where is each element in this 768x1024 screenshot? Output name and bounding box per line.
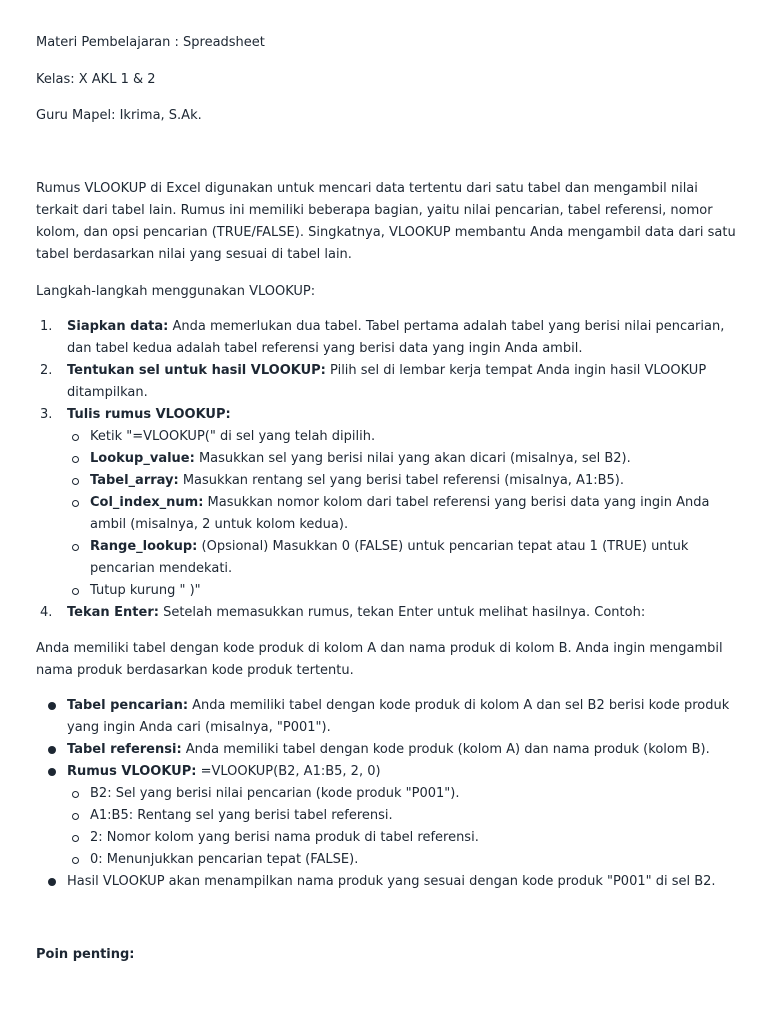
step-bold: Siapkan data: xyxy=(67,319,169,334)
steps-list xyxy=(36,316,736,624)
sub-bold: Tabel_array: xyxy=(90,473,179,488)
bullet-text: Anda memiliki tabel dengan kode produk (kolom A) dan nama produk (kolom B). xyxy=(181,742,710,757)
bullet-bold: Tabel referensi: xyxy=(67,742,182,757)
step-item xyxy=(36,360,736,404)
step-text: Setelah memasukkan rumus, tekan Enter untuk melihat hasilnya. Contoh: xyxy=(158,605,646,620)
sub-text: Masukkan nomor kolom dari tabel referensi yang berisi data yang ingin Anda ambil (misalnya, 2 untuk kolom kedua). xyxy=(90,495,710,532)
sub-text: A1:B5: Rentang sel yang berisi tabel referensi. xyxy=(90,808,393,823)
circle-bullet-icon xyxy=(72,478,79,485)
example-bullet-list xyxy=(36,695,736,893)
sublist-item xyxy=(36,827,736,849)
bullet-item xyxy=(36,871,736,893)
circle-bullet-icon xyxy=(72,857,79,864)
circle-bullet-icon xyxy=(72,813,79,820)
sub-bold: Col_index_num: xyxy=(90,495,204,510)
sub-text: B2: Sel yang berisi nilai pencarian (kode produk "P001"). xyxy=(90,786,460,801)
bullet-bold: Rumus VLOOKUP: xyxy=(67,764,197,779)
step-number: 2. xyxy=(40,363,53,378)
intro-paragraph: Rumus VLOOKUP di Excel digunakan untuk mencari data tertentu dari satu tabel dan mengambil nilai terkait dari tabel lain. Rumus ini memiliki beberapa bagian, yaitu nilai pencarian, tabel referensi, nomor kolom, dan opsi pencarian (TRUE/FALSE). Singkatnya, VLOOKUP membantu Anda mengambil data dari satu tabel berdasarkan nilai yang sesuai di tabel lain. xyxy=(36,181,736,262)
bullet-item xyxy=(36,739,736,761)
subject-line: Materi Pembelajaran : Spreadsheet xyxy=(36,35,265,50)
step-bold: Tekan Enter: xyxy=(67,605,159,620)
circle-bullet-icon xyxy=(72,835,79,842)
circle-bullet-icon xyxy=(72,588,79,595)
sub-text: (Opsional) Masukkan 0 (FALSE) untuk pencarian tepat atau 1 (TRUE) untuk pencarian mendekati. xyxy=(90,539,689,576)
bullet-bold: Tabel pencarian: xyxy=(67,698,189,713)
sub-text: Masukkan sel yang berisi nilai yang akan dicari (misalnya, sel B2). xyxy=(194,451,631,466)
sublist-item xyxy=(36,783,736,805)
class-line: Kelas: X AKL 1 & 2 xyxy=(36,72,156,87)
bullet-dot-icon xyxy=(48,702,56,710)
step-text: Pilih sel di lembar kerja tempat Anda ingin hasil VLOOKUP ditampilkan. xyxy=(67,363,707,400)
step-item xyxy=(36,602,736,624)
bullet-text: Anda memiliki tabel dengan kode produk di kolom A dan sel B2 berisi kode produk yang ingin Anda cari (misalnya, "P001"). xyxy=(67,698,730,735)
teacher-line: Guru Mapel: Ikrima, S.Ak. xyxy=(36,108,202,123)
step-bold: Tulis rumus VLOOKUP: xyxy=(67,407,231,422)
sublist-item xyxy=(36,448,736,470)
sub-text: Masukkan rentang sel yang berisi tabel referensi (misalnya, A1:B5). xyxy=(178,473,624,488)
circle-bullet-icon xyxy=(72,791,79,798)
rumus-sublist xyxy=(36,783,736,871)
bullet-text: Hasil VLOOKUP akan menampilkan nama produk yang sesuai dengan kode produk "P001" di sel B2. xyxy=(67,874,716,889)
bullet-dot-icon xyxy=(48,746,56,754)
sublist-item xyxy=(36,536,736,580)
bullet-dot-icon xyxy=(48,768,56,776)
step-number: 4. xyxy=(40,605,53,620)
step3-sublist xyxy=(36,426,736,602)
circle-bullet-icon xyxy=(72,500,79,507)
sublist-item xyxy=(36,470,736,492)
sub-text: Ketik "=VLOOKUP(" di sel yang telah dipilih. xyxy=(90,429,376,444)
sublist-item xyxy=(36,492,736,536)
circle-bullet-icon xyxy=(72,456,79,463)
sub-text: Tutup kurung " )" xyxy=(90,583,201,598)
sub-bold: Range_lookup: xyxy=(90,539,198,554)
bullet-item xyxy=(36,761,736,783)
step-number: 1. xyxy=(40,319,53,334)
sub-text: 0: Menunjukkan pencarian tepat (FALSE). xyxy=(90,852,359,867)
circle-bullet-icon xyxy=(72,544,79,551)
example-paragraph: Anda memiliki tabel dengan kode produk di kolom A dan nama produk di kolom B. Anda ingin mengambil nama produk berdasarkan kode produk tertentu. xyxy=(36,641,723,678)
step-text: Anda memerlukan dua tabel. Tabel pertama adalah tabel yang berisi nilai pencarian, dan tabel kedua adalah tabel referensi yang berisi data yang ingin Anda ambil. xyxy=(67,319,725,356)
sub-bold: Lookup_value: xyxy=(90,451,195,466)
bullet-dot-icon xyxy=(48,878,56,886)
steps-heading: Langkah-langkah menggunakan VLOOKUP: xyxy=(36,284,316,299)
step-number: 3. xyxy=(40,407,53,422)
key-points-heading: Poin penting: xyxy=(36,947,135,962)
bullet-item xyxy=(36,695,736,739)
circle-bullet-icon xyxy=(72,434,79,441)
sub-text: 2: Nomor kolom yang berisi nama produk di tabel referensi. xyxy=(90,830,479,845)
step-item xyxy=(36,404,736,426)
sublist-item xyxy=(36,849,736,871)
sublist-item xyxy=(36,426,736,448)
step-item xyxy=(36,316,736,360)
step-bold: Tentukan sel untuk hasil VLOOKUP: xyxy=(67,363,326,378)
sublist-item xyxy=(36,580,736,602)
bullet-text: =VLOOKUP(B2, A1:B5, 2, 0) xyxy=(196,764,381,779)
sublist-item xyxy=(36,805,736,827)
